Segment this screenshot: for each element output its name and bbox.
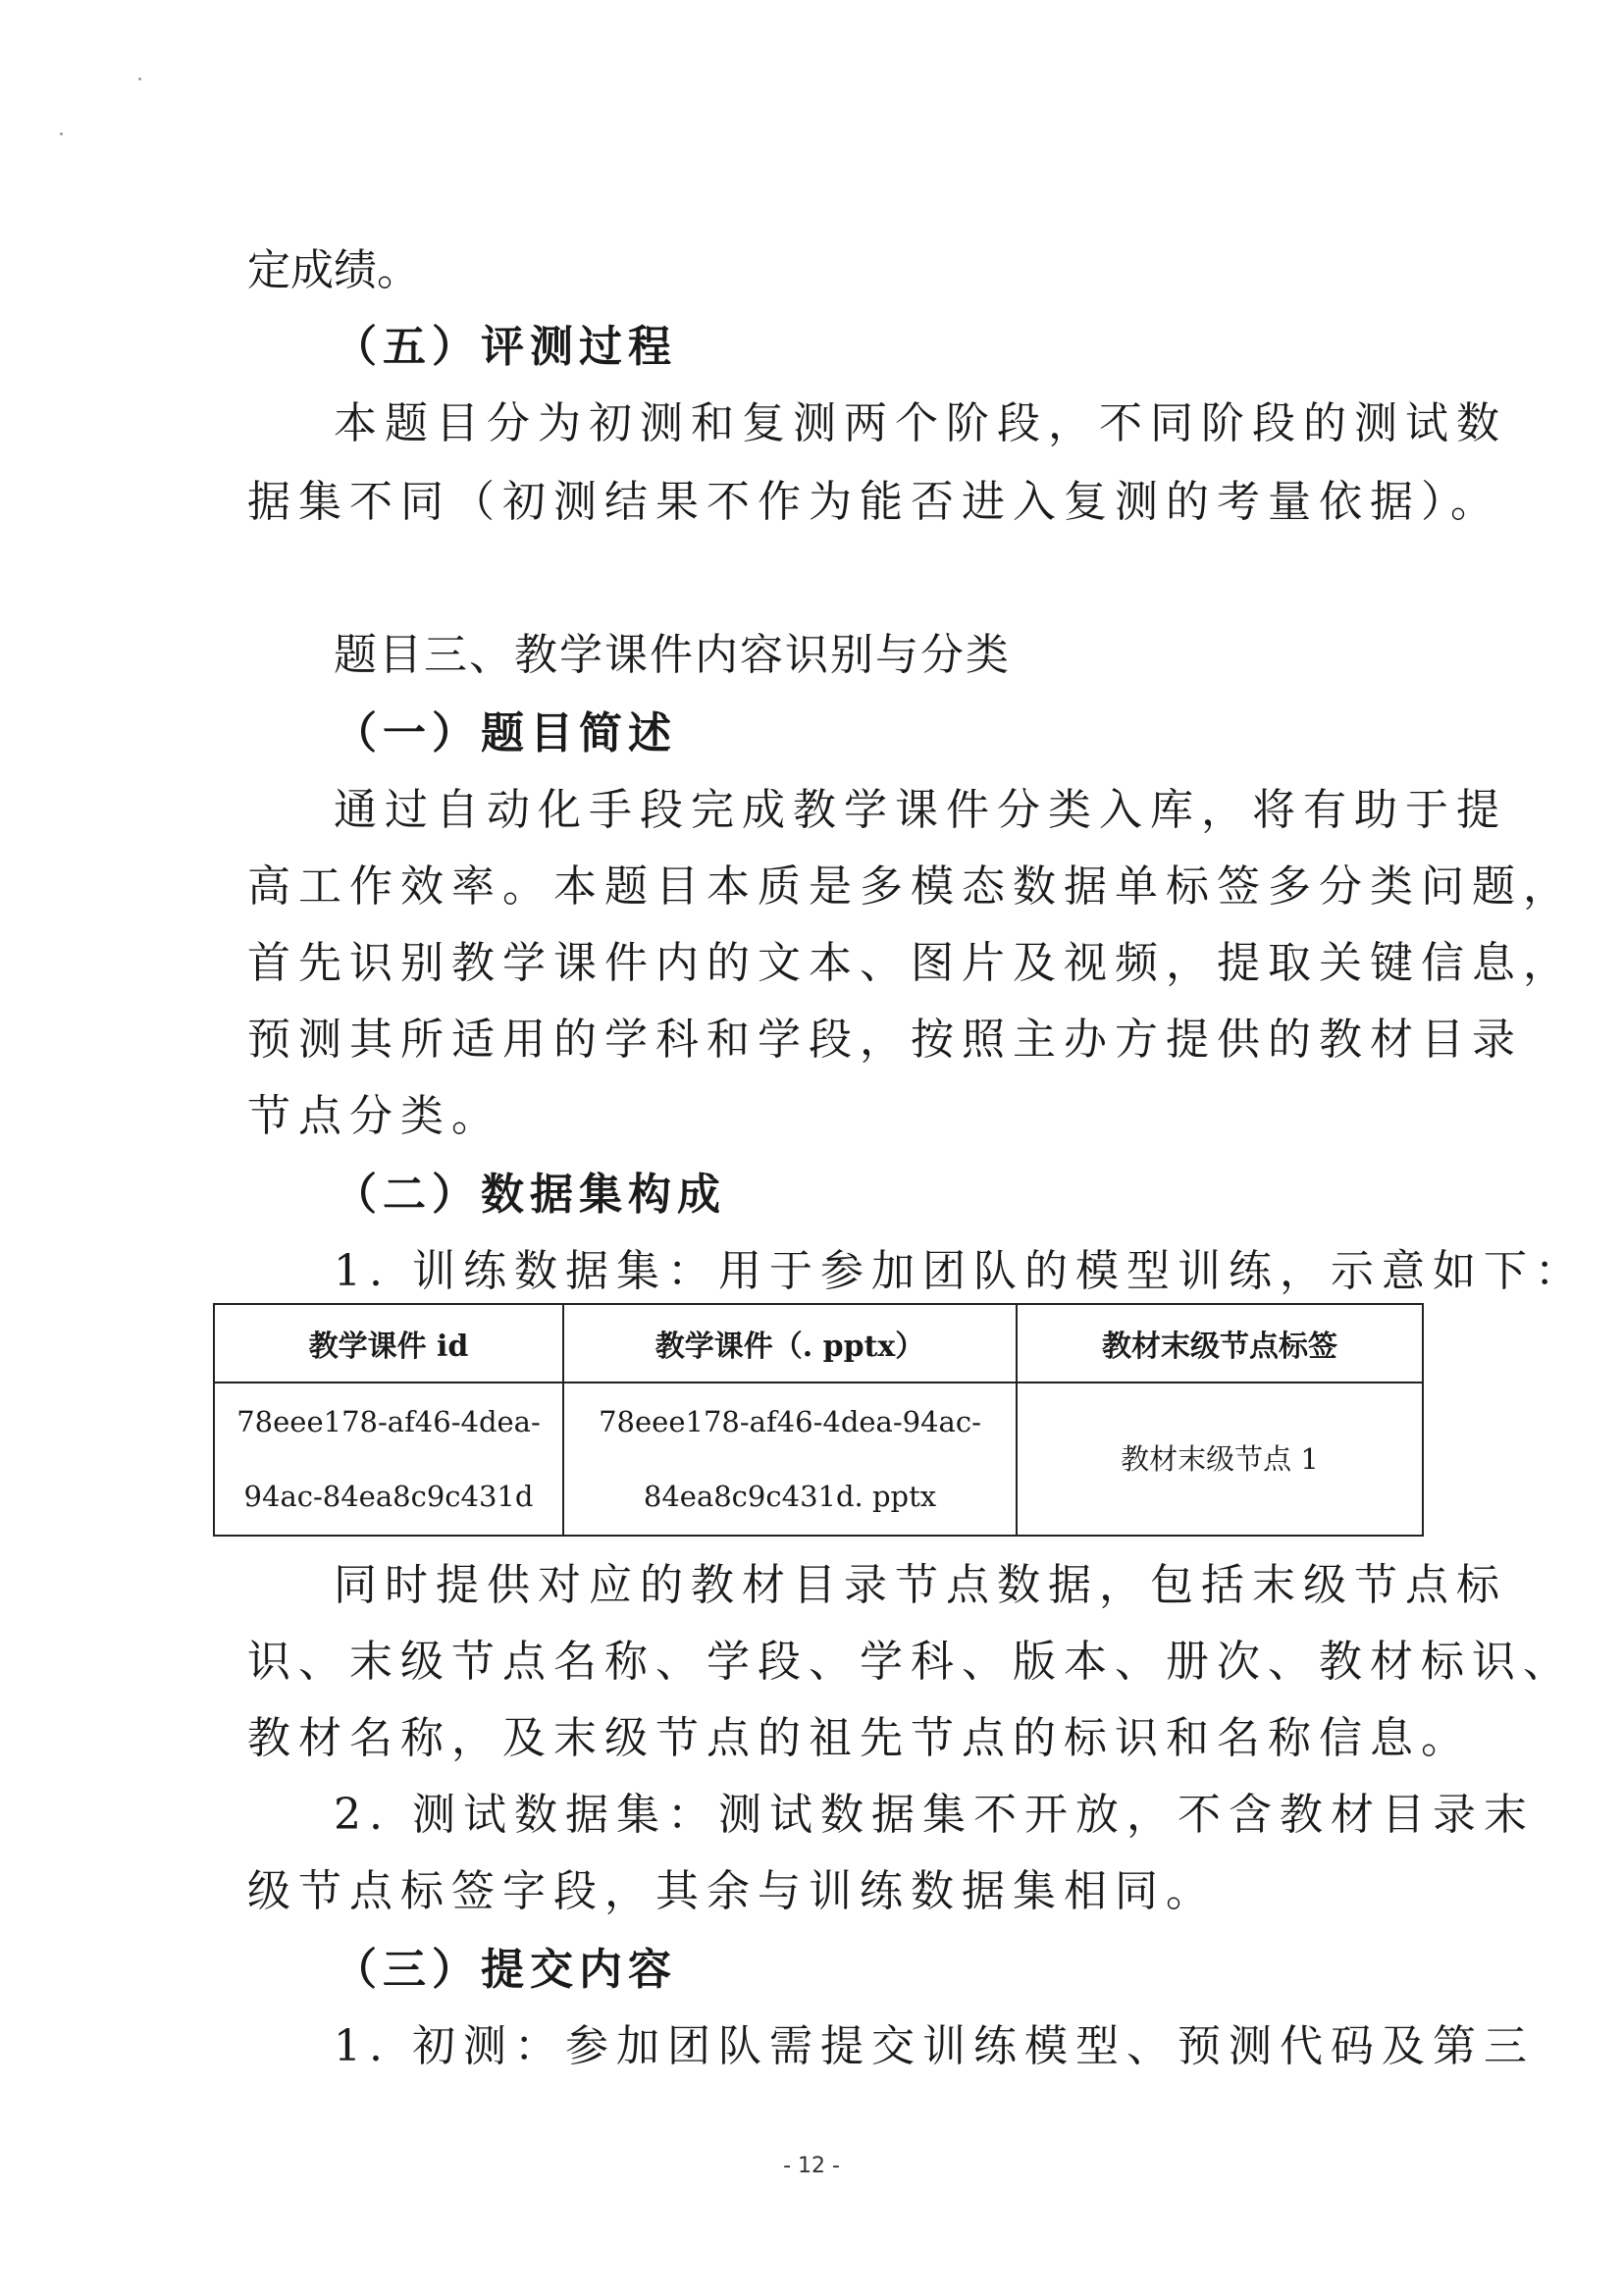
paragraph-line: 高工作效率。本题目本质是多模态数据单标签多分类问题， [247,861,1574,912]
table-cell-courseware-file [563,1383,1017,1536]
paragraph-line: 级节点标签字段，其余与训练数据集相同。 [247,1866,1217,1916]
paragraph-line: 同时提供对应的教材目录节点数据，包括末级节点标 [334,1560,1507,1610]
paragraph-line: 1. 训练数据集：用于参加团队的模型训练，示意如下： [334,1246,1586,1296]
paragraph-line: 首先识别教学课件内的文本、图片及视频，提取关键信息， [247,938,1574,988]
section-heading-submission: （三）提交内容 [334,1945,677,1995]
paragraph-continuation: 定成绩。 [247,245,420,295]
section-heading-evaluation-process: （五）评测过程 [334,322,677,372]
paragraph-line: 据集不同（初测结果不作为能否进入复测的考量依据）。 [247,477,1501,527]
table-header-cell: 教材末级节点标签 [1017,1304,1423,1383]
section-heading-dataset: （二）数据集构成 [334,1170,726,1220]
cell-text: 84ea8c9c431d. pptx [643,1480,937,1513]
topic-title: 题目三、教学课件内容识别与分类 [334,630,1011,680]
table-cell-courseware-id [214,1383,563,1536]
paragraph-line: 教材名称，及末级节点的祖先节点的标识和名称信息。 [247,1713,1472,1763]
paragraph-line: 节点分类。 [247,1091,502,1141]
table-header-cell: 教学课件 id [214,1304,563,1383]
paragraph-line: 1. 初测：参加团队需提交训练模型、预测代码及第三 [334,2021,1535,2071]
section-heading-topic-overview: （一）题目简述 [334,708,677,758]
cell-text: 78eee178-af46-4dea- [236,1405,541,1438]
paragraph-line: 识、末级节点名称、学段、学科、版本、册次、教材标识、 [247,1637,1574,1687]
paragraph-line: 通过自动化手段完成教学课件分类入库，将有助于提 [334,785,1507,835]
scan-speck [138,78,141,80]
training-data-table [213,1303,1424,1537]
table-header-row [214,1304,1423,1383]
paragraph-line: 2. 测试数据集：测试数据集不开放，不含教材目录末 [334,1790,1535,1840]
cell-text: 78eee178-af46-4dea-94ac- [599,1405,981,1438]
cell-text: 教材末级节点 1 [1121,1442,1319,1476]
table-header-cell: 教学课件（. pptx） [563,1304,1017,1383]
paragraph-line: 预测其所适用的学科和学段，按照主办方提供的教材目录 [247,1015,1523,1065]
page-number: - 12 - [783,2154,840,2178]
table-cell-node-label [1017,1383,1423,1536]
table-row [214,1383,1423,1536]
paragraph-line: 本题目分为初测和复测两个阶段，不同阶段的测试数 [334,398,1507,448]
cell-text: 94ac-84ea8c9c431d [243,1480,534,1513]
scan-speck [60,132,63,135]
